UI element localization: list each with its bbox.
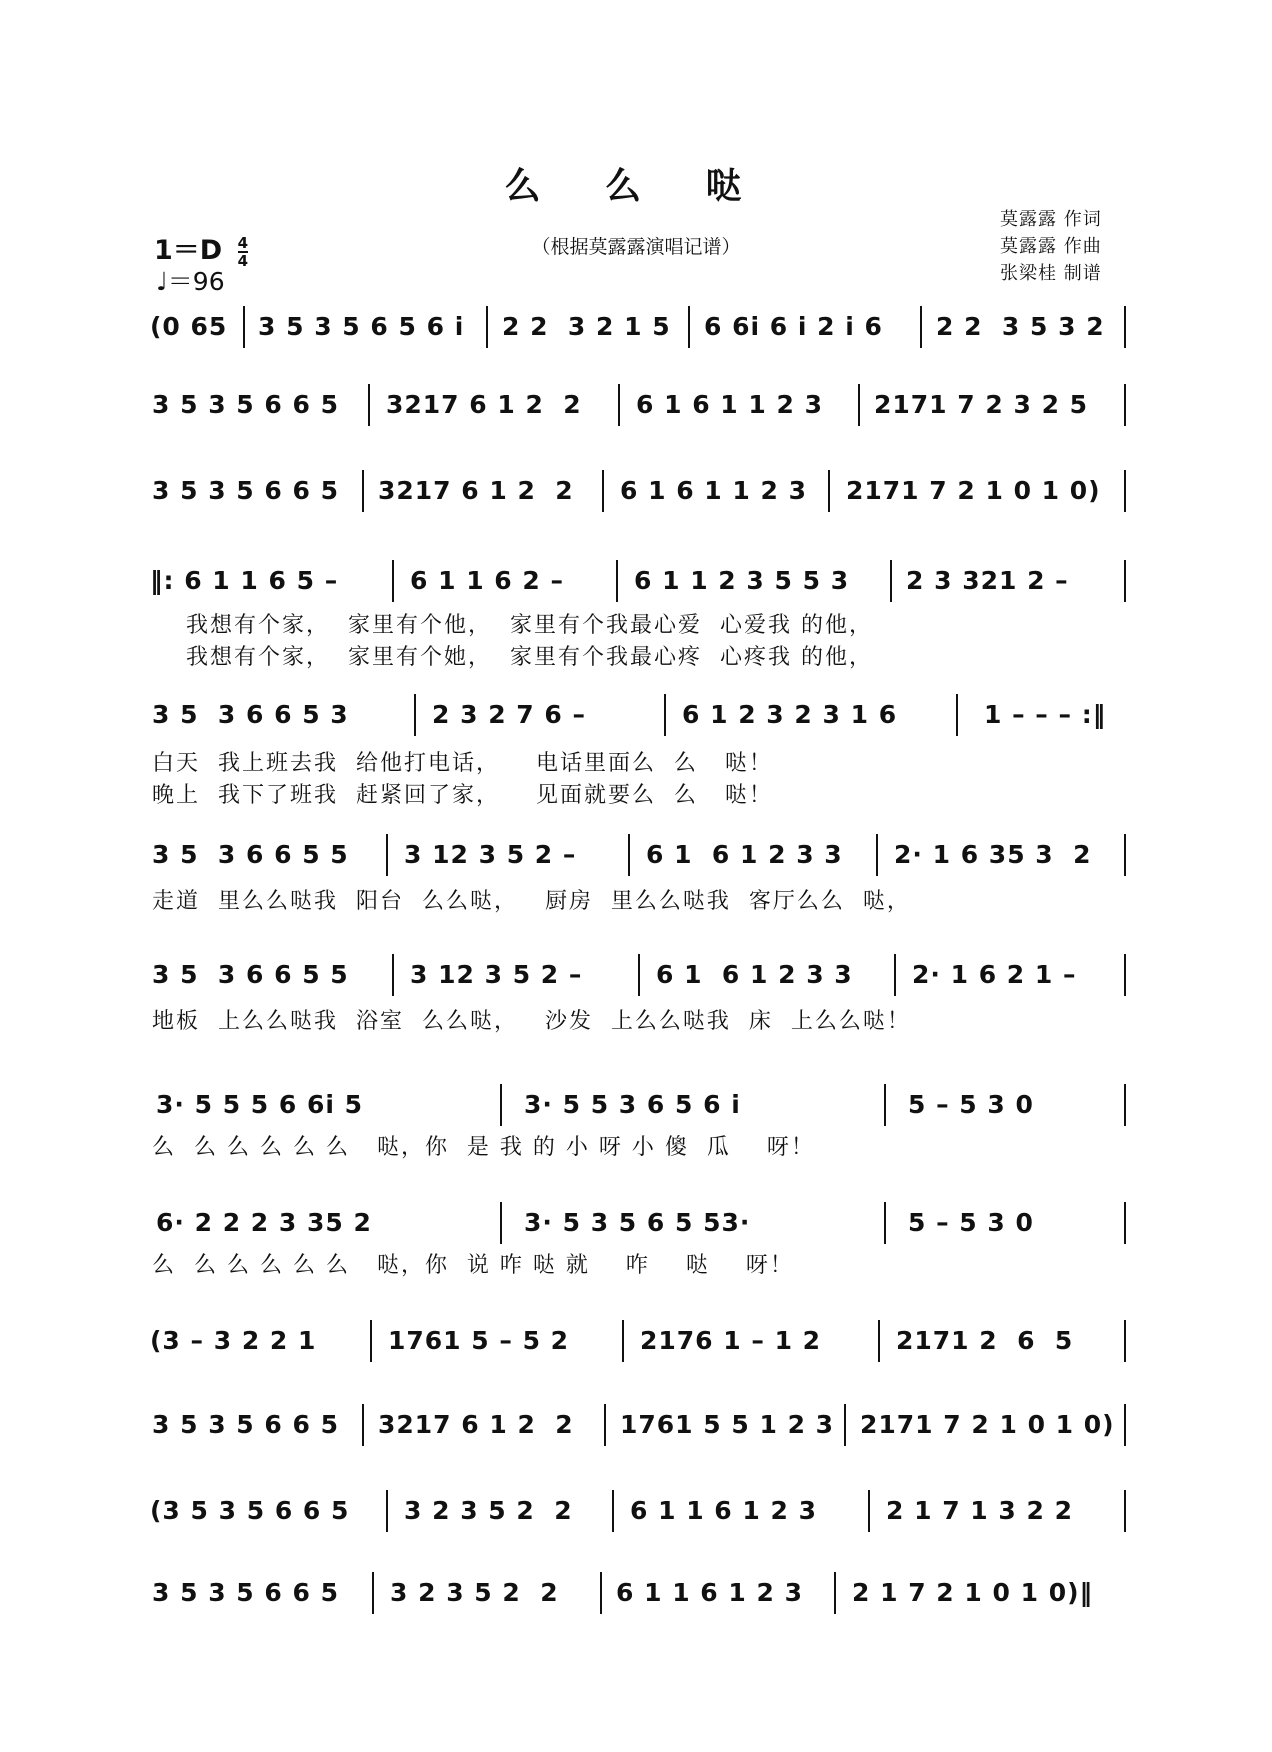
bar-line bbox=[1124, 834, 1126, 876]
composer-credit: 莫露露 作曲 bbox=[1000, 236, 1102, 257]
bar: 2 3 2 7 6 – bbox=[432, 700, 586, 729]
bar-line bbox=[884, 1202, 886, 1244]
bar-line bbox=[392, 954, 394, 996]
bar: 3 5 3 6 6 5 3 bbox=[152, 700, 349, 729]
score-line-11 bbox=[0, 1410, 1272, 1440]
bar-line bbox=[894, 954, 896, 996]
bar: 2171 7 2 3 2 5 bbox=[874, 390, 1089, 419]
bar: 3 12 3 5 2 – bbox=[410, 960, 583, 989]
bar-line bbox=[1124, 384, 1126, 426]
lyric-verse-1: 地板 上么么哒我 浴室 么么哒， 沙发 上么么哒我 床 上么么哒！ bbox=[152, 1009, 911, 1034]
bar: (3 – 3 2 2 1 bbox=[150, 1326, 317, 1355]
bar-line bbox=[664, 694, 666, 736]
bar-line bbox=[500, 1084, 502, 1126]
bar-line bbox=[604, 1404, 606, 1446]
score-line-6 bbox=[0, 840, 1272, 914]
bar: 3 12 3 5 2 – bbox=[404, 840, 577, 869]
lyric-verse-1: 白天 我上班去我 给他打电话， 电话里面么 么 哒！ bbox=[152, 751, 773, 776]
bar-line bbox=[386, 834, 388, 876]
bar: 5 – 5 3 0 bbox=[908, 1208, 1034, 1237]
bar: 1 – – – :‖ bbox=[984, 700, 1107, 729]
bar-line bbox=[372, 1572, 374, 1614]
score-line-10 bbox=[0, 1326, 1272, 1356]
bar-line bbox=[884, 1084, 886, 1126]
bar: 3· 5 3 5 6 5 53· bbox=[524, 1208, 751, 1237]
bar: 6 1 6 1 1 2 3 bbox=[620, 476, 807, 505]
bar-line bbox=[890, 560, 892, 602]
bar: 2 2 3 5 3 2 bbox=[936, 312, 1105, 341]
bar-line bbox=[602, 470, 604, 512]
bar: 3· 5 5 5 6 6i 5 bbox=[156, 1090, 364, 1119]
bar: 6 1 6 1 2 3 3 bbox=[646, 840, 843, 869]
bar: 2176 1 – 1 2 bbox=[640, 1326, 822, 1355]
bar-line bbox=[392, 560, 394, 602]
score-line-4 bbox=[0, 566, 1272, 670]
song-subtitle: （根据莫露露演唱记谱） bbox=[531, 236, 741, 258]
bar: 3217 6 1 2 2 bbox=[378, 476, 574, 505]
score-line-7 bbox=[0, 960, 1272, 1034]
bar: 3 5 3 5 6 6 5 bbox=[152, 390, 339, 419]
bar-line bbox=[956, 694, 958, 736]
bar-line bbox=[622, 1320, 624, 1362]
bar: 1761 5 5 1 2 3 bbox=[620, 1410, 835, 1439]
bar-line bbox=[868, 1490, 870, 1532]
lyric-verse-1: 么 么 么 么 么 么 哒，你 说 咋 哒 就 咋 哒 呀！ bbox=[152, 1253, 794, 1278]
bar: 2171 2 6 5 bbox=[896, 1326, 1074, 1355]
bar-line bbox=[618, 384, 620, 426]
bar: 2· 1 6 2 1 – bbox=[912, 960, 1077, 989]
bar: 1761 5 – 5 2 bbox=[388, 1326, 570, 1355]
bar: 3 5 3 5 6 6 5 bbox=[152, 476, 339, 505]
bar: 2 2 3 2 1 5 bbox=[502, 312, 671, 341]
score-line-13 bbox=[0, 1578, 1272, 1608]
score-line-1 bbox=[0, 312, 1272, 342]
bar-line bbox=[1124, 1084, 1126, 1126]
bar: 6 6i 6 i 2 i 6 bbox=[704, 312, 883, 341]
bar: 6 1 1 6 1 2 3 bbox=[616, 1578, 803, 1607]
bar-line bbox=[638, 954, 640, 996]
bar-line bbox=[1124, 560, 1126, 602]
bar-line bbox=[844, 1404, 846, 1446]
bar: 2 1 7 1 3 2 2 bbox=[886, 1496, 1073, 1525]
bar-line bbox=[828, 470, 830, 512]
bar: 3 2 3 5 2 2 bbox=[390, 1578, 559, 1607]
bar: ‖: 6 1 1 6 5 – bbox=[150, 566, 339, 595]
bar-line bbox=[1124, 1404, 1126, 1446]
lyric-verse-1: 么 么 么 么 么 么 哒，你 是 我 的 小 呀 小 傻 瓜 呀！ bbox=[152, 1135, 815, 1160]
bar-line bbox=[876, 834, 878, 876]
score-line-3 bbox=[0, 476, 1272, 506]
bar: 3 5 3 5 6 5 6 i bbox=[258, 312, 465, 341]
bar: 6 1 1 6 2 – bbox=[410, 566, 564, 595]
bar: 2 1 7 2 1 0 1 0)‖ bbox=[852, 1578, 1094, 1607]
bar-line bbox=[486, 306, 488, 348]
bar: 6 1 1 6 1 2 3 bbox=[630, 1496, 817, 1525]
bar: 3217 6 1 2 2 bbox=[378, 1410, 574, 1439]
score-line-12 bbox=[0, 1496, 1272, 1526]
lyricist-credit: 莫露露 作词 bbox=[1000, 209, 1102, 230]
bar-line bbox=[600, 1572, 602, 1614]
bar-line bbox=[858, 384, 860, 426]
bar-line bbox=[386, 1490, 388, 1532]
bar: 5 – 5 3 0 bbox=[908, 1090, 1034, 1119]
bar-line bbox=[243, 306, 245, 348]
bar-line bbox=[878, 1320, 880, 1362]
bar: 6· 2 2 2 3 35 2 bbox=[156, 1208, 372, 1237]
bar-line bbox=[616, 560, 618, 602]
bar-line bbox=[834, 1572, 836, 1614]
lyric-verse-1: 走道 里么么哒我 阳台 么么哒， 厨房 里么么哒我 客厅么么 哒， bbox=[152, 889, 911, 914]
bar: 3 5 3 5 6 6 5 bbox=[152, 1578, 339, 1607]
bar-line bbox=[688, 306, 690, 348]
bar-line bbox=[1124, 954, 1126, 996]
bar-line bbox=[362, 470, 364, 512]
bar: (0 65 bbox=[150, 312, 228, 341]
bar: 3 5 3 5 6 6 5 bbox=[152, 1410, 339, 1439]
bar-line bbox=[920, 306, 922, 348]
time-signature-top: 4 bbox=[237, 233, 249, 252]
bar-line bbox=[1124, 306, 1126, 348]
lyric-verse-2: 我想有个家， 家里有个她， 家里有个我最心疼 心疼我 的他， bbox=[186, 645, 873, 670]
bar: 6 1 2 3 2 3 1 6 bbox=[682, 700, 898, 729]
lyric-verse-1: 我想有个家， 家里有个他， 家里有个我最心爱 心爱我 的他， bbox=[186, 613, 873, 638]
bar: 3 5 3 6 6 5 5 bbox=[152, 840, 349, 869]
bar: 6 1 6 1 2 3 3 bbox=[656, 960, 853, 989]
bar: 2 3 321 2 – bbox=[906, 566, 1069, 595]
bar: 2171 7 2 1 0 1 0) bbox=[846, 476, 1101, 505]
bar: 2· 1 6 35 3 2 bbox=[894, 840, 1092, 869]
score-line-5 bbox=[0, 700, 1272, 808]
bar-line bbox=[414, 694, 416, 736]
transcriber-credit: 张梁桂 制谱 bbox=[1000, 263, 1102, 284]
bar: 6 1 1 2 3 5 5 3 bbox=[634, 566, 850, 595]
bar-line bbox=[370, 1320, 372, 1362]
bar: 2171 7 2 1 0 1 0) bbox=[860, 1410, 1115, 1439]
key-label: 1＝D bbox=[154, 235, 223, 266]
tempo-marking: ♩＝96 bbox=[156, 267, 225, 296]
bar: (3 5 3 5 6 6 5 bbox=[150, 1496, 350, 1525]
time-signature bbox=[237, 233, 249, 270]
lyric-verse-2: 晚上 我下了班我 赶紧回了家， 见面就要么 么 哒！ bbox=[152, 783, 773, 808]
bar-line bbox=[362, 1404, 364, 1446]
bar: 3 2 3 5 2 2 bbox=[404, 1496, 573, 1525]
bar-line bbox=[1124, 470, 1126, 512]
bar-line bbox=[368, 384, 370, 426]
score-line-9 bbox=[0, 1208, 1272, 1278]
song-title: 么 么 哒 bbox=[504, 165, 768, 207]
bar: 3· 5 5 3 6 5 6 i bbox=[524, 1090, 741, 1119]
score-line-2 bbox=[0, 390, 1272, 420]
bar-line bbox=[628, 834, 630, 876]
bar-line bbox=[612, 1490, 614, 1532]
bar-line bbox=[500, 1202, 502, 1244]
bar: 3 5 3 6 6 5 5 bbox=[152, 960, 349, 989]
bar: 6 1 6 1 1 2 3 bbox=[636, 390, 823, 419]
bar-line bbox=[1124, 1490, 1126, 1532]
score-line-8 bbox=[0, 1090, 1272, 1160]
bar-line bbox=[1124, 1320, 1126, 1362]
time-signature-bottom: 4 bbox=[237, 251, 249, 270]
bar: 3217 6 1 2 2 bbox=[386, 390, 582, 419]
bar-line bbox=[1124, 1202, 1126, 1244]
